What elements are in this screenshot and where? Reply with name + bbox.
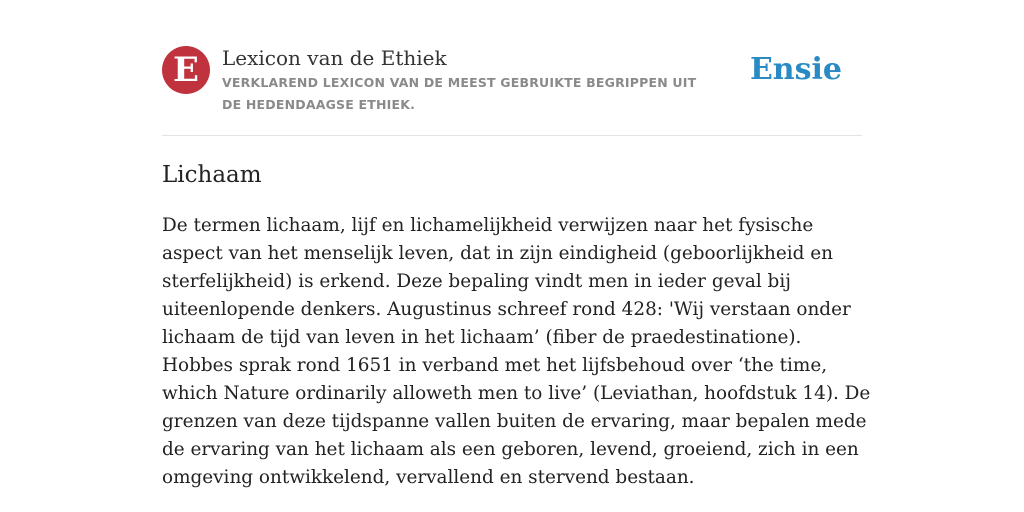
lexicon-logo-icon[interactable]: E (162, 46, 210, 94)
header-divider (162, 135, 862, 136)
site-header (162, 46, 862, 116)
site-title[interactable]: Lexicon van de Ethiek (222, 46, 447, 70)
ensie-brand-link[interactable]: Ensie (749, 52, 842, 87)
site-subtitle: VERKLAREND LEXICON VAN DE MEEST GEBRUIKTE BEGRIPPEN UIT DE HEDENDAAGSE ETHIEK. (222, 75, 697, 112)
entry-body: De termen lichaam, lijf en lichamelijkheid verwijzen naar het fysische aspect van het menselijk leven, dat in zijn eindigheid (geboorlijkheid en sterfelijkheid) is erkend. Deze bepaling vindt men in ieder geval bij uiteenlopende denkers. Augustinus schreef rond 428: 'Wij verstaan onder lichaam de tijd van leven in het lichaam’ (fiber de praedestinatione). Hobbes sprak rond 1651 in verband met het lijfsbehoud over ‘the time, which Nature ordinarily alloweth men to live’ (Leviathan, hoofdstuk 14). De grenzen van deze tijdspanne vallen buiten de ervaring, maar bepalen mede de ervaring van het lichaam als een geboren, levend, groeiend, zich in een omgeving ontwikkelend, vervallend en stervend bestaan. (162, 215, 871, 488)
entry-title: Lichaam (162, 162, 262, 188)
